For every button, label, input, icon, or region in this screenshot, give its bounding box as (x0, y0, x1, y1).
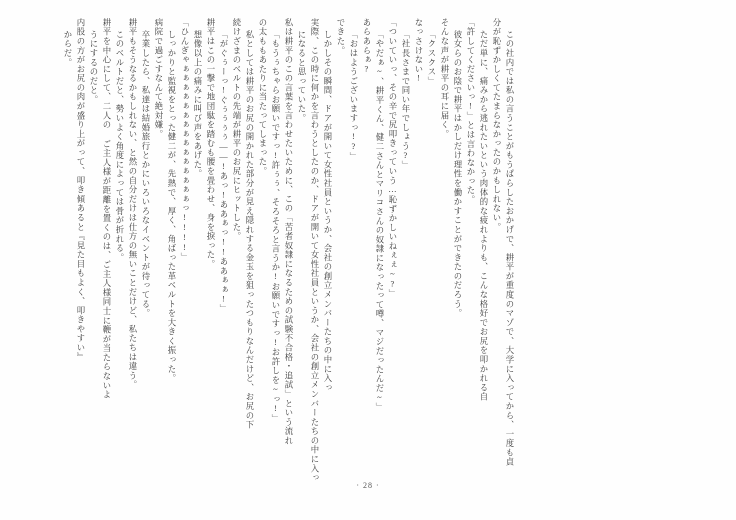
text-column: 「許してくださいっ!」とは言わなかった。 (465, 18, 475, 205)
text-column: しかしその瞬間、ドアが開いて女性社員というか、会社の創立メンバーたちの中に入っ (322, 30, 332, 393)
text-column: 続けざまのベルトの先端が耕平のお尻にヒットした。 (231, 18, 241, 241)
text-column: 私としては耕平のお尻の開かれた部分が見え隠れする金玉を狙ったつもりなんだけど、お尻の下 (244, 30, 254, 430)
text-column: になると思っていた。 (296, 30, 306, 123)
text-column: 耕平を中心にして、二人の ご主人様が距離を置くのは、ご主人様同士に鞭が当たらないよ (101, 18, 111, 400)
text-column: このベルトだと、勢いよく角度によっては骨が折れる。 (114, 30, 124, 263)
page-number: · 28 · (356, 481, 380, 490)
text-column: 私は耕平のこの言葉を言わせたいために、この「苦者奴隷になるための試験不合格・追試」という流れ (283, 18, 293, 446)
text-column: 「社長さまで同い年でしょう?」 (400, 30, 410, 170)
text-column: 病院で過ごすなんて絶対嫌。 (153, 18, 163, 139)
text-column: そんな声が耕平の耳に届く。 (439, 18, 449, 139)
text-column: からだ。 (62, 30, 72, 68)
text-column: 「やだぁ~、耕平くん、健二さんとマリコさんの奴隷になったって噂、マジだったんだ~」 (374, 30, 384, 413)
text-column: 内股の方がお尻の肉が盛り上がって、叩き傾あると『見た目もよく、叩きやすい』 (75, 18, 85, 362)
text-column: うにするのだと。 (88, 30, 98, 105)
text-column: 「もうぅちゃらお願いですっ!許ぅぅ、そろそろと言うか!お願いですっ!お許しを~っ!」 (270, 30, 280, 424)
text-column: ただ単に、痛みから逃れたいという肉体的な疲れよりも、こんな格好でお尻を叩かれる自 (478, 30, 488, 402)
text-column: 分が恥ずかしくてたまらなかったのかもしれない。 (491, 18, 501, 232)
text-column: 彼女らのお陰で耕平はかしだけ理性を働かすことができたのだろう。 (452, 30, 462, 318)
text-column: なっさけない! (413, 18, 423, 84)
text-column: 耕平はこの一撃で地団駄を踏むも腰を畳わせ、身を捩った。 (205, 18, 215, 269)
text-column: できた。 (335, 18, 345, 56)
text-column: 卒業したら、私達は結婚旅行とかにいろいろなイベントが待ってる。 (140, 30, 150, 318)
text-column: 「クスクス」 (426, 30, 436, 86)
text-column: 想像以上の痛みに叫び声をあげた。 (192, 30, 202, 179)
text-column: 「ひんぎゃぁぁぁぁぁぁぁぁぁぁぁぁぁぁぁっ!!!!」 (179, 18, 189, 262)
text-column: 「おはようございますっ!?」 (348, 30, 358, 162)
text-column: の太ももあたりに当たってしまった。 (257, 18, 267, 176)
text-column: あらあらぁ? (361, 18, 371, 75)
text-column: 耕平もそうなるかもしれない、と然の自分だけは仕方の無いことだけど、私たちは違う。 (127, 18, 137, 390)
text-column: しっかりと監視をとった健二が、先熱で、厚く、角ばった革ベルトを大きく振った。 (166, 30, 176, 384)
text-column: この社内では私の言うことがもうぱらしたおかげで、耕平が重度のマゾで、大学に入ってから、一度も貞 (504, 30, 514, 467)
text-column: 「がぐぅーっ!ぐぅぅぅぅ――!あっ!ああぁっ!!ああぁぁ!」 (218, 30, 228, 314)
vertical-text-block (60, 18, 720, 483)
text-column: 実際、この時に何かを言わうとしたのか、ドアが開いて女性社員というか、会社の創立メンバーたちの中に入っ (309, 18, 319, 483)
text-column: 「ついていっ、その辛で尻叩きっていう…恥ずかしいねぇぇ~?」 (387, 18, 397, 299)
